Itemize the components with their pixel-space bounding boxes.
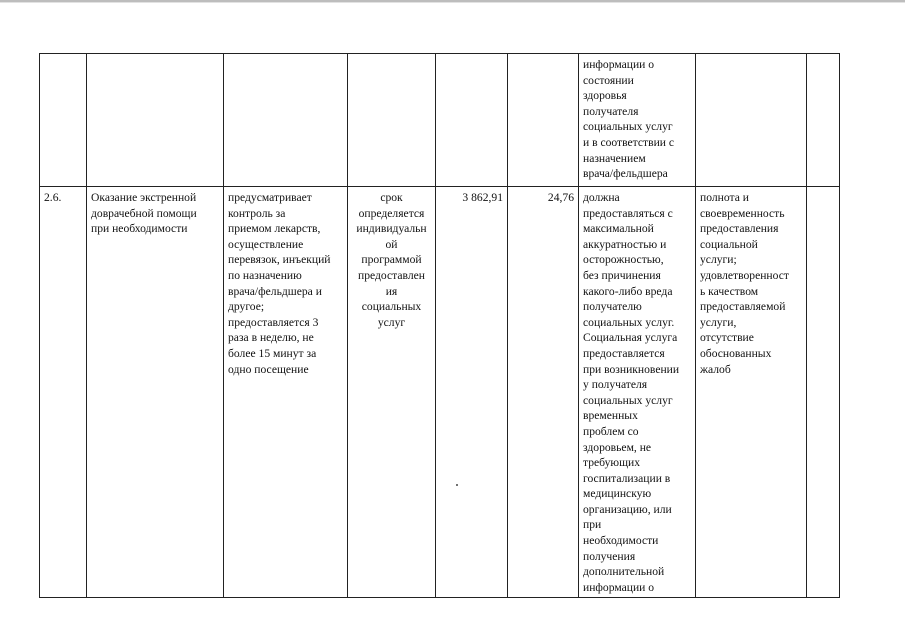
cell-quality: полнота и своевременность предоставления социальной услуги; удовлетворенност ь качеством предоставляемой услуги, отсутствие обоснованных жалоб [696,187,807,598]
cell-rate [508,54,579,187]
cell-term [348,54,436,187]
cell-number [40,54,87,187]
cell-rate: 24,76 [508,187,579,598]
cell-tariff [436,54,508,187]
cell-extra [807,54,840,187]
cell-service-name [87,54,224,187]
cell-conditions: должна предоставляться с максимальной аккуратностью и осторожностью, без причинения какого-либо вреда получателю социальных услуг. Социальная услуга предоставляется при возникновении у получателя социальных услуг временных проблем со здоровьем, не требующих госпитализации в медицинскую организацию, или при необходимости получения дополнительной информации о [579,187,696,598]
scan-speck [456,484,458,486]
cell-extra [807,187,840,598]
cell-term: срок определяется индивидуальн ой программой предоставлен ия социальных услуг [348,187,436,598]
cell-service-name: Оказание экстренной доврачебной помощи при необходимости [87,187,224,598]
table-row-continuation [40,54,840,187]
cell-quality [696,54,807,187]
cell-number: 2.6. [40,187,87,598]
scan-edge-shadow-light [0,2,905,3]
services-table [39,53,840,598]
cell-tariff: 3 862,91 [436,187,508,598]
table-row-2-6 [40,187,840,598]
cell-description: предусматривает контроль за приемом лекарств, осуществление перевязок, инъекций по назначению врача/фельдшера и другое; предоставляется 3 раза в неделю, не более 15 минут за одно посещение [224,187,348,598]
cell-conditions: информации о состоянии здоровья получателя социальных услуг и в соответствии с назначением врача/фельдшера [579,54,696,187]
cell-description [224,54,348,187]
